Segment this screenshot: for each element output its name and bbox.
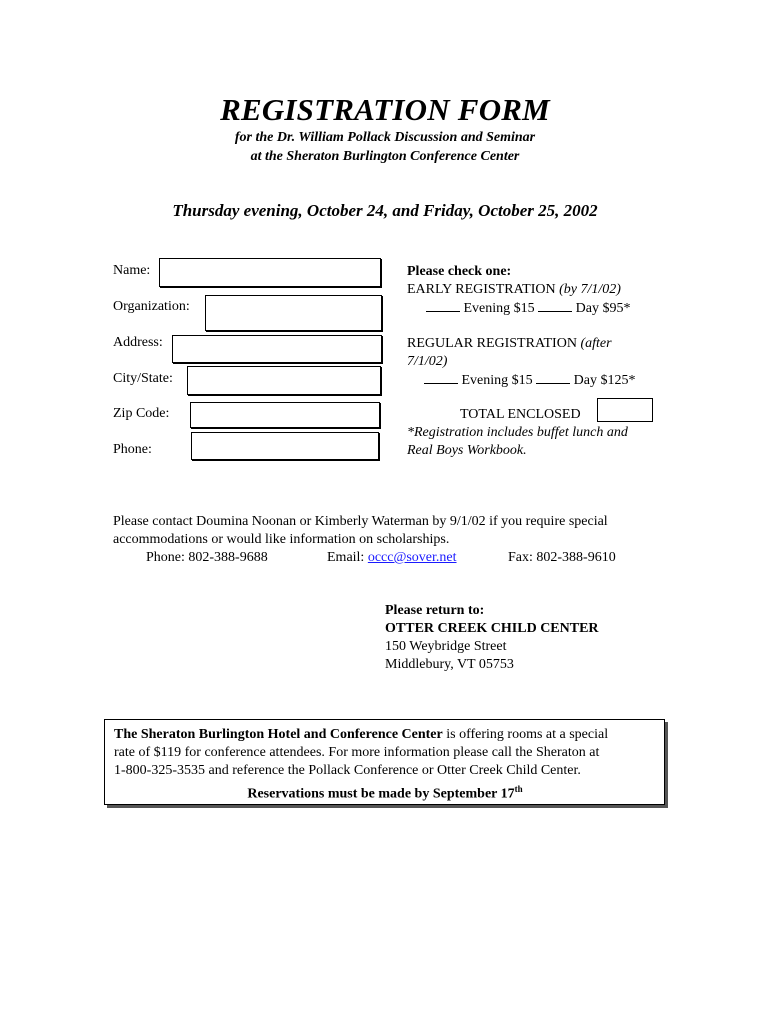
event-dates: Thursday evening, October 24, and Friday, October 25, 2002 [172,201,598,220]
total-enclosed-label: TOTAL ENCLOSED [460,407,581,422]
contact-email [327,549,457,567]
regular-day-label: Day $125* [573,373,636,388]
city-state-label: City/State: [113,371,173,386]
regular-options [424,371,635,390]
hotel-name: The Sheraton Burlington Hotel and Conference Center [114,727,443,742]
organization-field[interactable] [205,295,382,331]
early-registration-note: (by 7/1/02) [559,282,621,297]
hotel-line3: 1-800-325-3535 and reference the Pollack Conference or Otter Creek Child Center. [114,763,581,778]
page-title: REGISTRATION FORM [220,92,550,127]
subtitle-venue: at the Sheraton Burlington Conference Center [250,149,520,164]
early-evening-checkbox[interactable] [426,299,460,312]
address-label: Address: [113,335,163,350]
address-field[interactable] [172,335,382,363]
subtitle-seminar: for the Dr. William Pollack Discussion and Seminar [234,130,536,145]
contact-fax: Fax: 802-388-9610 [508,550,616,565]
name-label: Name: [113,263,151,278]
early-day-checkbox[interactable] [538,299,572,312]
return-city: Middlebury, VT 05753 [385,657,514,672]
hotel-line1-rest: is offering rooms at a special [442,727,609,742]
regular-day-checkbox[interactable] [536,371,570,384]
return-heading: Please return to: [385,603,485,618]
name-field[interactable] [159,258,381,287]
footnote-line1: *Registration includes buffet lunch and [407,425,628,440]
early-day-label: Day $95* [575,301,631,316]
contact-phone: Phone: 802-388-9688 [146,550,268,565]
hotel-line1 [114,726,656,744]
hotel-notice-box [104,719,665,805]
early-evening-label: Evening $15 [463,301,535,316]
reservation-deadline [114,780,656,804]
deadline-text: Reservations must be made by September 17 [247,786,515,802]
early-registration-line [407,281,621,299]
organization-label: Organization: [113,299,190,314]
contact-line1: Please contact Doumina Noonan or Kimberly Waterman by 9/1/02 if you require special [113,514,608,529]
contact-line2: accommodations or would like information on scholarships. [113,532,450,547]
regular-evening-checkbox[interactable] [424,371,458,384]
phone-field[interactable] [191,432,379,460]
deadline-suffix: th [514,784,523,794]
regular-registration-note: (after [580,336,612,351]
regular-evening-label: Evening $15 [461,373,533,388]
return-street: 150 Weybridge Street [385,639,507,654]
regular-registration-label: REGULAR REGISTRATION [407,336,577,351]
footnote-line2: Real Boys Workbook. [407,443,527,458]
return-org: OTTER CREEK CHILD CENTER [385,621,599,636]
phone-label: Phone: [113,442,152,457]
check-one-heading: Please check one: [407,264,512,279]
hotel-line2: rate of $119 for conference attendees. For more information please call the Sheraton at [114,745,600,760]
total-enclosed-field[interactable] [597,398,653,422]
regular-registration-line [407,335,612,353]
zip-code-label: Zip Code: [113,406,170,421]
regular-registration-note-cont: 7/1/02) [407,354,448,369]
early-options [426,299,630,318]
email-link[interactable]: occc@sover.net [367,550,457,565]
email-label: Email: [327,550,365,565]
early-registration-label: EARLY REGISTRATION [407,282,556,297]
city-state-field[interactable] [187,366,381,395]
zip-code-field[interactable] [190,402,380,428]
